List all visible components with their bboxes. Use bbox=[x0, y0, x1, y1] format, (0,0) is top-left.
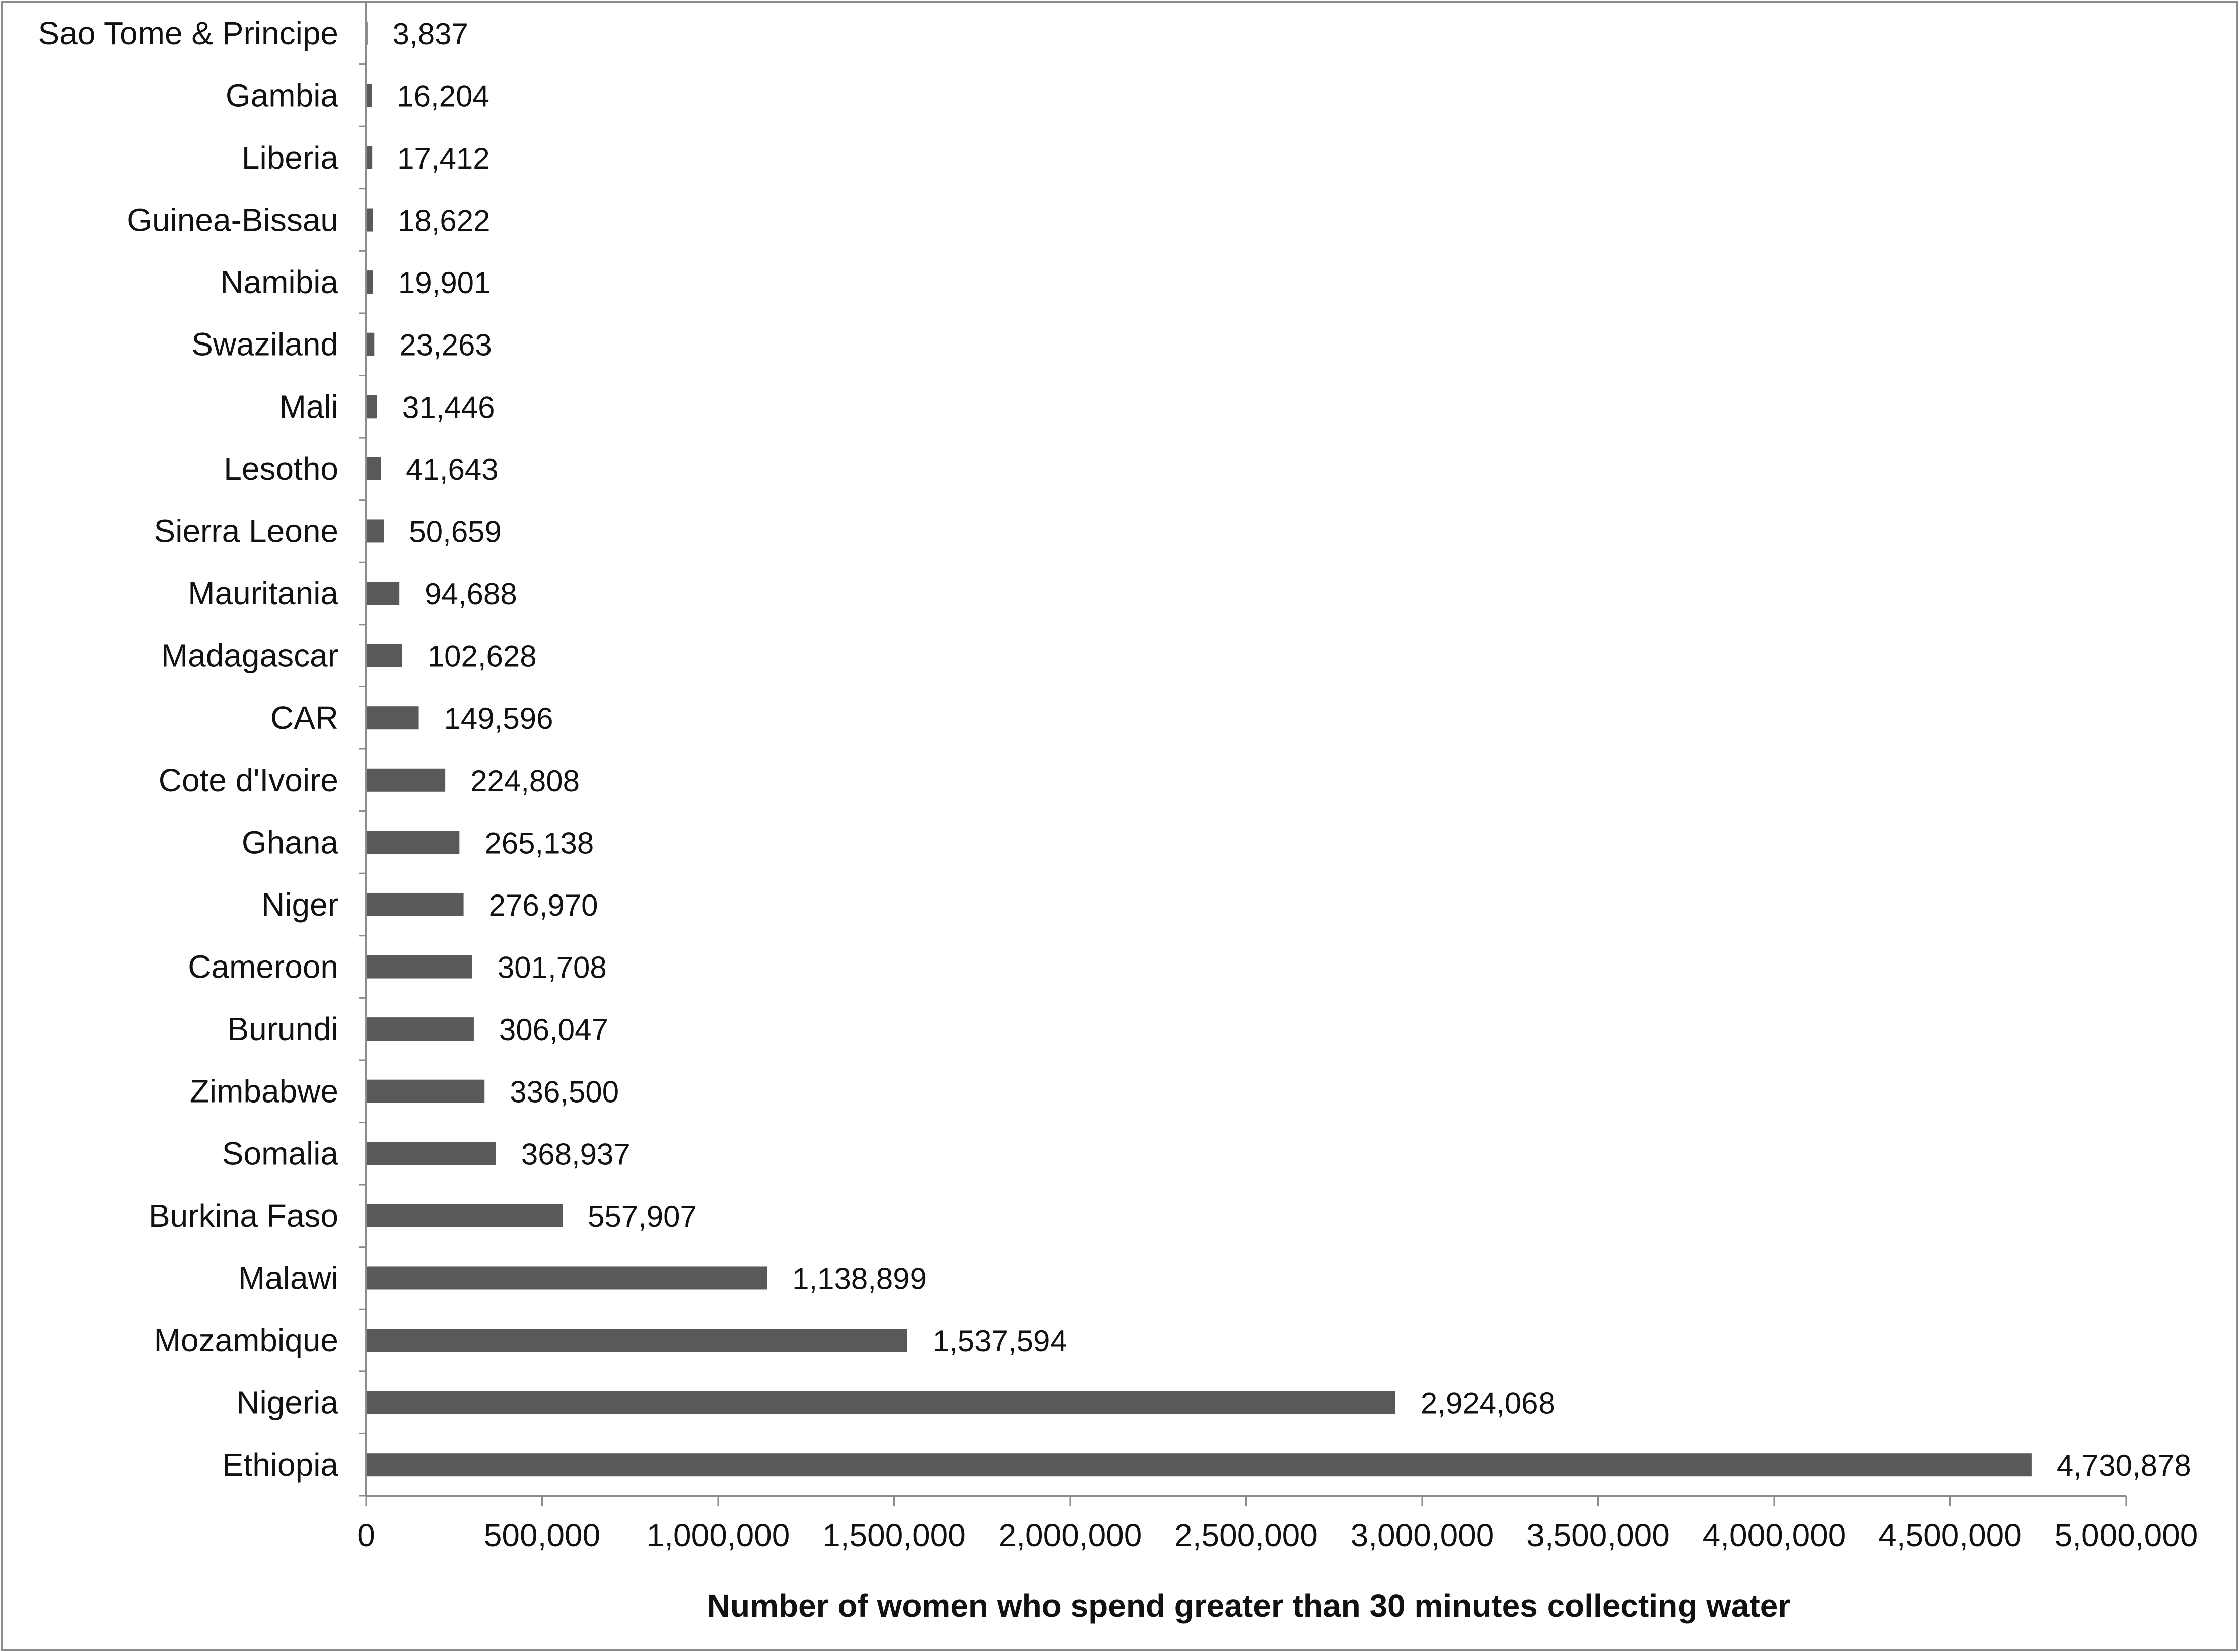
bar-ghana bbox=[366, 831, 459, 854]
category-label-mauritania: Mauritania bbox=[188, 575, 338, 612]
category-label-sierra-leone: Sierra Leone bbox=[154, 513, 338, 549]
bar-mozambique bbox=[366, 1329, 907, 1352]
x-tick-label: 2,500,000 bbox=[1174, 1517, 1318, 1553]
category-label-burundi: Burundi bbox=[227, 1011, 338, 1048]
bar-burkina-faso bbox=[366, 1204, 563, 1227]
data-label-sierra-leone: 50,659 bbox=[409, 515, 502, 549]
bar-mauritania bbox=[366, 582, 399, 605]
data-label-somalia: 368,937 bbox=[521, 1137, 631, 1172]
bar-lesotho bbox=[366, 457, 381, 480]
data-label-madagascar: 102,628 bbox=[427, 639, 537, 673]
category-label-car: CAR bbox=[270, 700, 338, 736]
category-label-ghana: Ghana bbox=[241, 824, 338, 861]
bar-malawi bbox=[366, 1266, 767, 1289]
data-label-liberia: 17,412 bbox=[397, 141, 490, 175]
bar-zimbabwe bbox=[366, 1080, 484, 1103]
bar-burundi bbox=[366, 1017, 474, 1041]
category-label-mozambique: Mozambique bbox=[154, 1322, 338, 1359]
category-label-namibia: Namibia bbox=[220, 264, 338, 301]
bar-madagascar bbox=[366, 644, 402, 667]
data-label-zimbabwe: 336,500 bbox=[510, 1075, 619, 1109]
bar-sierra-leone bbox=[366, 519, 384, 542]
bar-ethiopia bbox=[366, 1453, 2032, 1476]
bars-group bbox=[366, 22, 2032, 1476]
x-tick-label: 0 bbox=[357, 1517, 375, 1553]
category-label-liberia: Liberia bbox=[241, 139, 338, 176]
x-tick-label: 3,000,000 bbox=[1350, 1517, 1494, 1553]
category-label-cote-d-ivoire: Cote d'Ivoire bbox=[158, 762, 338, 798]
category-label-guinea-bissau: Guinea-Bissau bbox=[127, 201, 338, 238]
category-label-madagascar: Madagascar bbox=[161, 637, 338, 674]
bar-swaziland bbox=[366, 333, 374, 356]
data-label-gambia: 16,204 bbox=[397, 79, 489, 113]
data-label-ghana: 265,138 bbox=[484, 826, 594, 860]
x-tick-label: 4,000,000 bbox=[1702, 1517, 1846, 1553]
data-label-namibia: 19,901 bbox=[398, 266, 491, 300]
data-label-guinea-bissau: 18,622 bbox=[398, 203, 491, 238]
category-label-lesotho: Lesotho bbox=[224, 450, 338, 487]
data-label-mali: 31,446 bbox=[402, 390, 495, 425]
data-label-mauritania: 94,688 bbox=[425, 577, 517, 611]
bar-car bbox=[366, 706, 419, 729]
data-label-swaziland: 23,263 bbox=[399, 328, 492, 362]
bar-somalia bbox=[366, 1142, 496, 1165]
axes-group bbox=[357, 2, 2198, 1553]
category-label-sao-tome-principe: Sao Tome & Principe bbox=[38, 15, 338, 51]
x-axis-title: Number of women who spend greater than 30 minutes collecting water bbox=[707, 1588, 1791, 1624]
x-tick-label: 4,500,000 bbox=[1878, 1517, 2022, 1553]
bar-namibia bbox=[366, 270, 373, 294]
data-label-cote-d-ivoire: 224,808 bbox=[470, 764, 580, 798]
category-label-zimbabwe: Zimbabwe bbox=[189, 1073, 338, 1110]
data-label-mozambique: 1,537,594 bbox=[932, 1324, 1067, 1358]
data-label-sao-tome-principe: 3,837 bbox=[392, 17, 468, 51]
data-label-niger: 276,970 bbox=[488, 888, 598, 922]
data-label-burkina-faso: 557,907 bbox=[587, 1199, 697, 1233]
data-label-malawi: 1,138,899 bbox=[792, 1262, 927, 1296]
data-labels-group bbox=[393, 17, 2191, 1482]
category-label-ethiopia: Ethiopia bbox=[222, 1447, 338, 1483]
data-label-burundi: 306,047 bbox=[499, 1013, 608, 1047]
data-label-cameroon: 301,708 bbox=[497, 950, 607, 985]
bar-nigeria bbox=[366, 1391, 1395, 1414]
category-label-nigeria: Nigeria bbox=[236, 1384, 338, 1421]
x-tick-label: 1,500,000 bbox=[822, 1517, 966, 1553]
x-tick-label: 1,000,000 bbox=[646, 1517, 790, 1553]
x-tick-label: 3,500,000 bbox=[1526, 1517, 1670, 1553]
category-label-gambia: Gambia bbox=[225, 77, 338, 114]
category-label-niger: Niger bbox=[261, 886, 338, 923]
category-labels-group bbox=[38, 15, 339, 1483]
bar-niger bbox=[366, 893, 464, 916]
x-tick-label: 5,000,000 bbox=[2054, 1517, 2198, 1553]
category-label-cameroon: Cameroon bbox=[188, 948, 338, 985]
data-label-nigeria: 2,924,068 bbox=[1420, 1386, 1555, 1420]
category-label-malawi: Malawi bbox=[238, 1260, 338, 1296]
data-label-ethiopia: 4,730,878 bbox=[2056, 1449, 2191, 1483]
category-label-mali: Mali bbox=[279, 388, 338, 425]
bar-cameroon bbox=[366, 955, 472, 979]
data-label-lesotho: 41,643 bbox=[406, 452, 499, 487]
category-label-somalia: Somalia bbox=[222, 1135, 338, 1172]
bar-cote-d-ivoire bbox=[366, 769, 445, 792]
data-label-car: 149,596 bbox=[444, 702, 553, 736]
category-label-swaziland: Swaziland bbox=[191, 326, 338, 363]
x-tick-label: 2,000,000 bbox=[998, 1517, 1142, 1553]
category-label-burkina-faso: Burkina Faso bbox=[148, 1197, 338, 1234]
bar-mali bbox=[366, 395, 377, 418]
x-tick-label: 500,000 bbox=[483, 1517, 601, 1553]
